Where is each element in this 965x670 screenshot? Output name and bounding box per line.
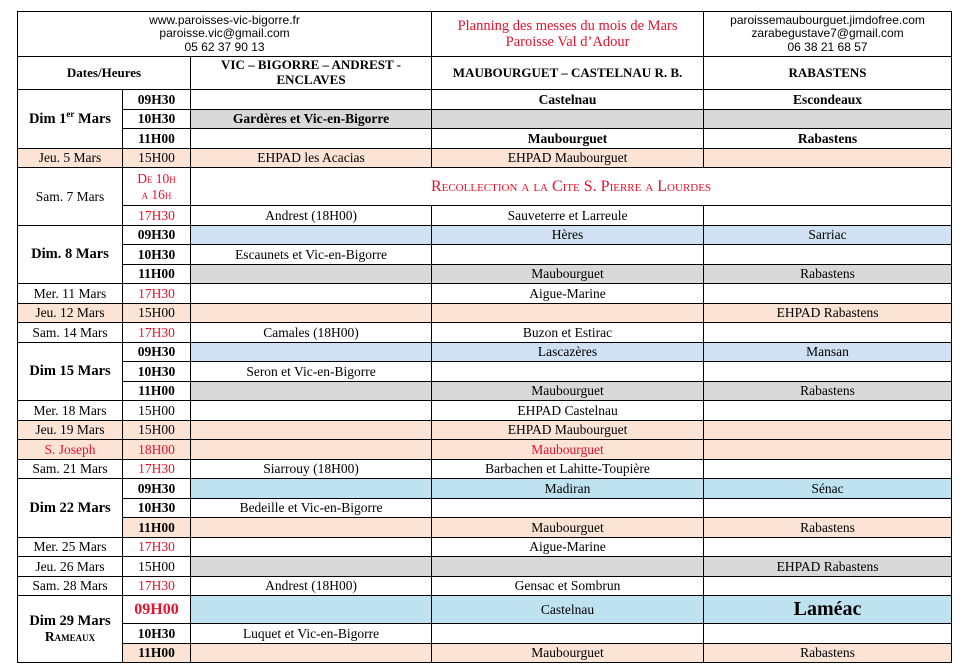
vic-mass-cell xyxy=(191,303,432,323)
maubourguet-mass-cell: Maubourguet xyxy=(432,264,704,284)
schedule-row xyxy=(18,264,952,284)
date-label: Jeu. 26 Mars xyxy=(35,558,105,574)
rabastens-mass-cell xyxy=(704,109,952,129)
rabastens-mass-cell: Rabastens xyxy=(704,381,952,401)
schedule-row xyxy=(18,381,952,401)
vic-mass-cell xyxy=(191,537,432,557)
event-row xyxy=(18,168,952,206)
maubourguet-mass-cell: Aigue-Marine xyxy=(432,284,704,304)
time-cell: 17H30 xyxy=(123,576,191,596)
vic-mass-cell: Escaunets et Vic-en-Bigorre xyxy=(191,245,432,265)
time-cell: 11H00 xyxy=(123,518,191,538)
vic-mass-cell xyxy=(191,284,432,304)
rabastens-mass-cell xyxy=(704,420,952,440)
schedule-row xyxy=(18,323,952,343)
rabastens-mass-cell xyxy=(704,323,952,343)
title-line-1: Planning des messes du mois de Mars xyxy=(457,17,678,34)
rabastens-mass-cell xyxy=(704,362,952,382)
maubourguet-mass-cell xyxy=(432,624,704,644)
date-cell xyxy=(18,303,123,323)
time-cell: 15H00 xyxy=(123,557,191,577)
mass-schedule-table xyxy=(17,11,952,663)
maubourguet-mass-cell: EHPAD Castelnau xyxy=(432,401,704,421)
date-label: Jeu. 19 Mars xyxy=(35,422,105,438)
date-cell xyxy=(18,459,123,479)
schedule-row xyxy=(18,109,952,129)
page-title xyxy=(432,12,704,57)
rabastens-mass-cell xyxy=(704,401,952,421)
time-cell: 10H30 xyxy=(123,109,191,129)
phone-number: 05 62 37 90 13 xyxy=(184,39,265,54)
maubourguet-mass-cell: EHPAD Maubourguet xyxy=(432,420,704,440)
time-cell: 15H00 xyxy=(123,303,191,323)
time-cell: 15H00 xyxy=(123,420,191,440)
maubourguet-mass-cell xyxy=(432,109,704,129)
date-cell xyxy=(18,90,123,149)
schedule-row xyxy=(18,362,952,382)
vic-mass-cell xyxy=(191,643,432,663)
vic-mass-cell: Camales (18H00) xyxy=(191,323,432,343)
maubourguet-mass-cell: Castelnau xyxy=(432,596,704,624)
maubourguet-mass-cell: Maubourguet xyxy=(432,129,704,149)
date-label: Dim. 8 Mars xyxy=(31,246,109,263)
phone-number: 06 38 21 68 57 xyxy=(787,39,868,54)
schedule-row xyxy=(18,498,952,518)
date-label: Sam. 21 Mars xyxy=(32,461,108,477)
date-cell xyxy=(18,323,123,343)
time-cell: 09H30 xyxy=(123,479,191,499)
maubourguet-mass-cell xyxy=(432,557,704,577)
date-cell xyxy=(18,284,123,304)
time-cell: 17H30 xyxy=(123,537,191,557)
column-header-vic: VIC – BIGORRE – ANDREST - ENCLAVES xyxy=(191,57,432,90)
maubourguet-mass-cell: Hères xyxy=(432,225,704,245)
schedule-row xyxy=(18,624,952,644)
schedule-row xyxy=(18,245,952,265)
time-cell: 10H30 xyxy=(123,498,191,518)
event-time-start: De 10h xyxy=(137,171,176,187)
schedule-row xyxy=(18,557,952,577)
vic-mass-cell xyxy=(191,342,432,362)
rabastens-mass-cell xyxy=(704,206,952,226)
maubourguet-mass-cell: Maubourguet xyxy=(432,381,704,401)
maubourguet-mass-cell xyxy=(432,303,704,323)
date-cell xyxy=(18,596,123,663)
vic-mass-cell xyxy=(191,90,432,110)
vic-mass-cell: Luquet et Vic-en-Bigorre xyxy=(191,624,432,644)
date-label: Jeu. 12 Mars xyxy=(35,305,105,321)
time-cell: 09H00 xyxy=(123,596,191,624)
time-cell: 11H00 xyxy=(123,381,191,401)
event-time-cell xyxy=(123,168,191,206)
vic-mass-cell: Gardères et Vic-en-Bigorre xyxy=(191,109,432,129)
date-cell xyxy=(18,420,123,440)
maubourguet-mass-cell xyxy=(432,498,704,518)
time-cell: 09H30 xyxy=(123,225,191,245)
rabastens-mass-cell xyxy=(704,284,952,304)
vic-mass-cell: Bedeille et Vic-en-Bigorre xyxy=(191,498,432,518)
time-cell: 17H30 xyxy=(123,284,191,304)
date-subtitle: Rameaux xyxy=(44,629,96,644)
column-header-maubourguet: MAUBOURGUET – CASTELNAU R. B. xyxy=(432,57,704,90)
date-cell xyxy=(18,479,123,538)
schedule-row xyxy=(18,206,952,226)
time-cell: 18H00 xyxy=(123,440,191,460)
schedule-row xyxy=(18,342,952,362)
maubourguet-mass-cell: Buzon et Estirac xyxy=(432,323,704,343)
maubourguet-mass-cell: Gensac et Sombrun xyxy=(432,576,704,596)
date-label: S. Joseph xyxy=(44,441,96,457)
schedule-row xyxy=(18,148,952,168)
website-link[interactable]: paroissemaubourguet.jimdofree.com xyxy=(730,12,925,27)
vic-mass-cell: EHPAD les Acacias xyxy=(191,148,432,168)
date-label: Sam. 7 Mars xyxy=(35,188,105,204)
time-cell: 10H30 xyxy=(123,245,191,265)
time-cell: 10H30 xyxy=(123,624,191,644)
rabastens-mass-cell: Escondeaux xyxy=(704,90,952,110)
time-cell: 10H30 xyxy=(123,362,191,382)
date-cell xyxy=(18,401,123,421)
vic-mass-cell xyxy=(191,557,432,577)
schedule-row xyxy=(18,440,952,460)
time-cell: 17H30 xyxy=(123,323,191,343)
date-superscript: er xyxy=(66,108,75,119)
email-link[interactable]: zarabegustave7@gmail.com xyxy=(751,26,904,41)
date-label: Dim 22 Mars xyxy=(29,499,111,516)
vic-mass-cell: Andrest (18H00) xyxy=(191,576,432,596)
time-cell: 09H30 xyxy=(123,90,191,110)
vic-mass-cell: Seron et Vic-en-Bigorre xyxy=(191,362,432,382)
maubourguet-mass-cell: Barbachen et Lahitte-Toupière xyxy=(432,459,704,479)
date-cell xyxy=(18,537,123,557)
title-line-2: Paroisse Val d’Adour xyxy=(505,34,630,50)
rabastens-mass-cell: Rabastens xyxy=(704,129,952,149)
rabastens-mass-cell: Rabastens xyxy=(704,518,952,538)
maubourguet-mass-cell: Maubourguet xyxy=(432,518,704,538)
time-cell: 15H00 xyxy=(123,401,191,421)
rabastens-mass-cell xyxy=(704,624,952,644)
vic-mass-cell xyxy=(191,401,432,421)
time-cell: 09H30 xyxy=(123,342,191,362)
time-cell: 11H00 xyxy=(123,129,191,149)
website-link[interactable]: www.paroisses-vic-bigorre.fr xyxy=(149,12,300,27)
vic-mass-cell xyxy=(191,264,432,284)
maubourguet-mass-cell xyxy=(432,245,704,265)
maubourguet-mass-cell: Castelnau xyxy=(432,90,704,110)
vic-mass-cell: Siarrouy (18H00) xyxy=(191,459,432,479)
rabastens-mass-cell: Rabastens xyxy=(704,643,952,663)
date-label: Sam. 14 Mars xyxy=(32,324,108,340)
maubourguet-mass-cell: Madiran xyxy=(432,479,704,499)
column-header-dates: Dates/Heures xyxy=(18,57,191,90)
schedule-row xyxy=(18,576,952,596)
date-cell xyxy=(18,557,123,577)
schedule-body xyxy=(18,90,952,663)
rabastens-mass-cell xyxy=(704,498,952,518)
event-time-end: a 16h xyxy=(141,186,172,202)
date-cell xyxy=(18,440,123,460)
time-cell: 15H00 xyxy=(123,148,191,168)
time-cell: 17H30 xyxy=(123,459,191,479)
time-cell: 11H00 xyxy=(123,643,191,663)
schedule-row xyxy=(18,537,952,557)
vic-mass-cell xyxy=(191,420,432,440)
maubourguet-mass-cell xyxy=(432,362,704,382)
contact-right xyxy=(704,12,952,57)
contact-left xyxy=(18,12,432,57)
date-label: Jeu. 5 Mars xyxy=(38,150,102,166)
date-cell xyxy=(18,168,123,226)
date-label: Mer. 18 Mars xyxy=(33,402,107,418)
schedule-row xyxy=(18,129,952,149)
date-cell xyxy=(18,576,123,596)
date-label: Sam. 28 Mars xyxy=(32,578,108,594)
rabastens-mass-cell xyxy=(704,440,952,460)
schedule-row xyxy=(18,401,952,421)
date-label: Mer. 25 Mars xyxy=(33,539,107,555)
schedule-row xyxy=(18,303,952,323)
date-cell xyxy=(18,342,123,401)
schedule-row xyxy=(18,420,952,440)
maubourguet-mass-cell: Lascazères xyxy=(432,342,704,362)
rabastens-mass-cell: Sarriac xyxy=(704,225,952,245)
header-row xyxy=(18,12,952,57)
vic-mass-cell xyxy=(191,129,432,149)
maubourguet-mass-cell: Maubourguet xyxy=(432,643,704,663)
column-header-rabastens: RABASTENS xyxy=(704,57,952,90)
rabastens-mass-cell xyxy=(704,245,952,265)
schedule-row xyxy=(18,90,952,110)
schedule-row xyxy=(18,459,952,479)
vic-mass-cell xyxy=(191,381,432,401)
rabastens-mass-cell: EHPAD Rabastens xyxy=(704,303,952,323)
rabastens-mass-cell xyxy=(704,537,952,557)
schedule-row xyxy=(18,596,952,624)
time-cell: 11H00 xyxy=(123,264,191,284)
vic-mass-cell xyxy=(191,479,432,499)
maubourguet-mass-cell: Sauveterre et Larreule xyxy=(432,206,704,226)
date-label: Mer. 11 Mars xyxy=(33,285,107,301)
maubourguet-mass-cell: EHPAD Maubourguet xyxy=(432,148,704,168)
maubourguet-mass-cell: Maubourguet xyxy=(432,440,704,460)
rabastens-mass-cell: Sénac xyxy=(704,479,952,499)
rabastens-mass-cell: Mansan xyxy=(704,342,952,362)
schedule-row xyxy=(18,643,952,663)
vic-mass-cell xyxy=(191,225,432,245)
rabastens-mass-cell: Rabastens xyxy=(704,264,952,284)
rabastens-mass-cell: Laméac xyxy=(704,596,952,624)
time-cell: 17H30 xyxy=(123,206,191,226)
schedule-row xyxy=(18,225,952,245)
date-label: Dim 15 Mars xyxy=(29,363,111,380)
rabastens-mass-cell xyxy=(704,576,952,596)
date-label: Dim 29 Mars xyxy=(29,612,111,629)
schedule-row xyxy=(18,479,952,499)
date-label-rest: Mars xyxy=(74,110,112,127)
vic-mass-cell xyxy=(191,518,432,538)
vic-mass-cell xyxy=(191,440,432,460)
rabastens-mass-cell xyxy=(704,148,952,168)
date-label: Dim 1 xyxy=(28,110,67,127)
date-cell xyxy=(18,225,123,284)
column-header-row xyxy=(18,57,952,90)
schedule-row xyxy=(18,518,952,538)
email-link[interactable]: paroisse.vic@gmail.com xyxy=(159,26,290,41)
vic-mass-cell: Andrest (18H00) xyxy=(191,206,432,226)
rabastens-mass-cell: EHPAD Rabastens xyxy=(704,557,952,577)
rabastens-mass-cell xyxy=(704,459,952,479)
vic-mass-cell xyxy=(191,596,432,624)
event-banner: Recollection a la Cite S. Pierre a Lourdes xyxy=(191,168,952,206)
date-cell xyxy=(18,148,123,168)
schedule-row xyxy=(18,284,952,304)
maubourguet-mass-cell: Aigue-Marine xyxy=(432,537,704,557)
